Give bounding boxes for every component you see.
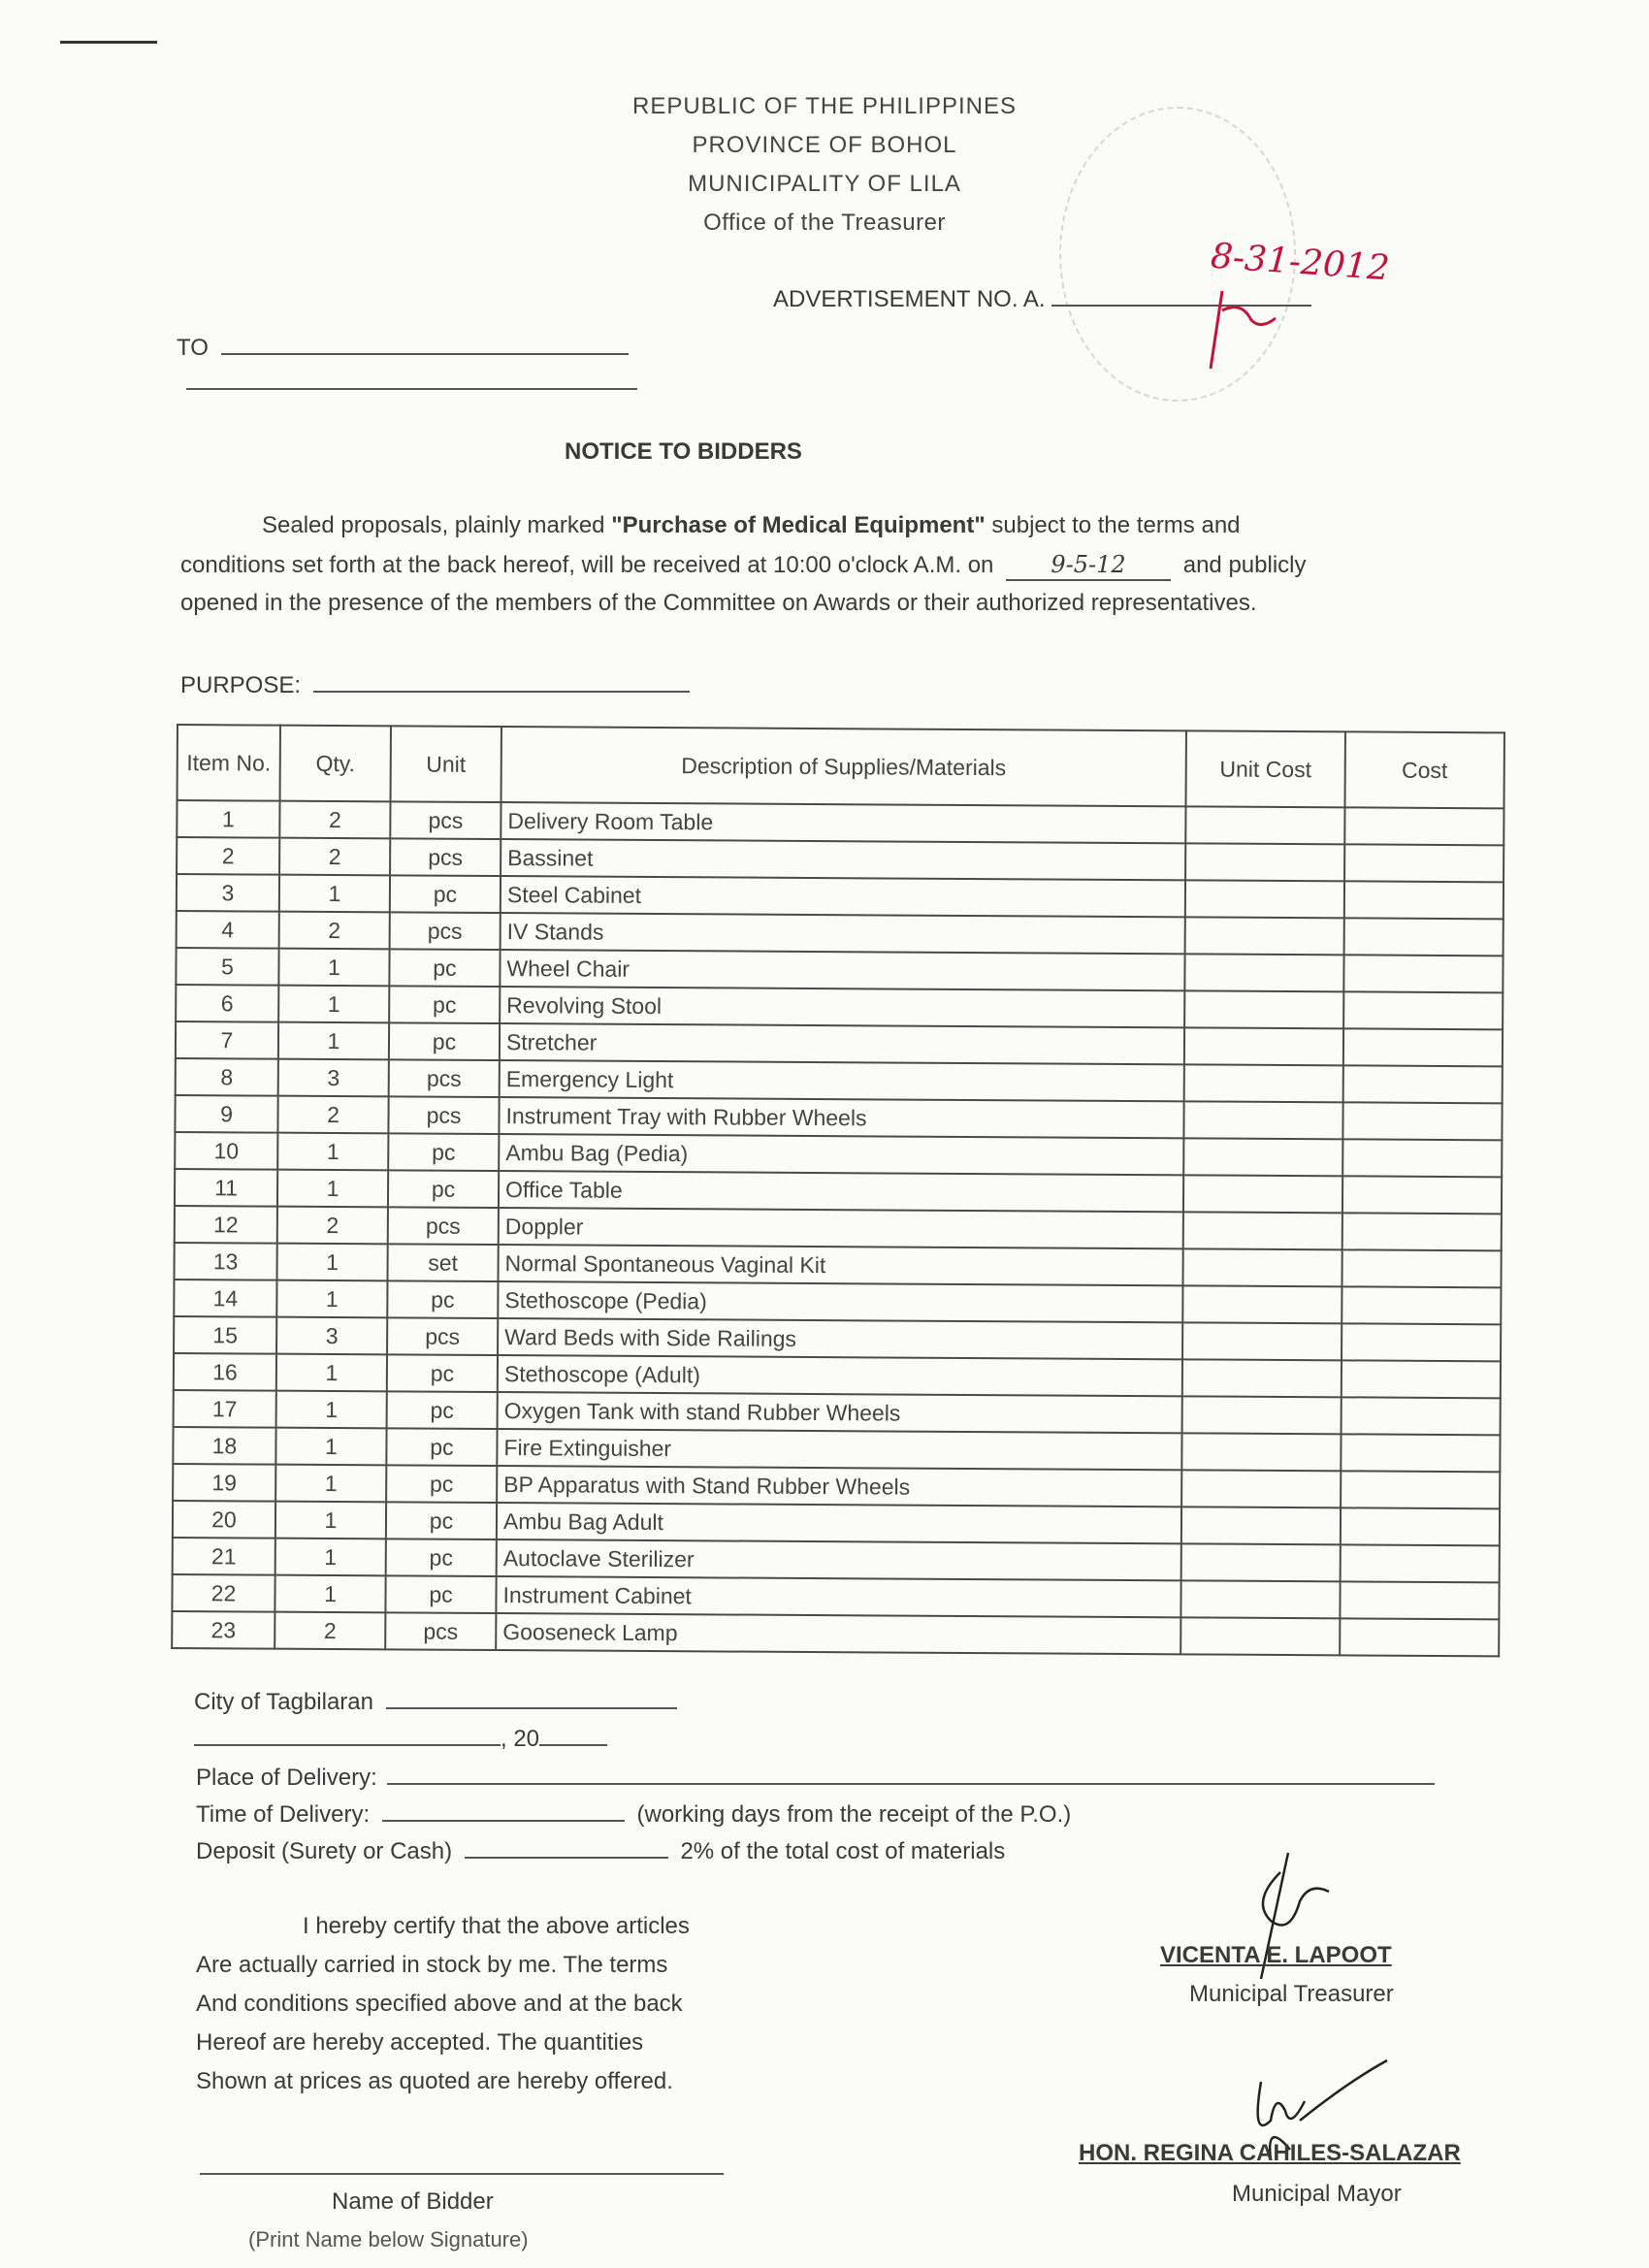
purpose-field (180, 671, 690, 699)
unit-cost-cell (1185, 843, 1344, 881)
cost-cell (1342, 1176, 1502, 1214)
unit-cell: pc (385, 1575, 496, 1613)
qty-cell: 1 (276, 1354, 387, 1392)
qty-cell: 1 (278, 1022, 389, 1060)
item-no-cell: 15 (174, 1316, 276, 1354)
item-no-cell: 1 (177, 800, 279, 838)
item-no-cell: 2 (177, 837, 279, 875)
description-cell: Ward Beds with Side Railings (498, 1318, 1182, 1359)
cost-cell (1343, 955, 1503, 992)
unit-cost-cell (1182, 1396, 1342, 1434)
header-republic: REPUBLIC OF THE PHILIPPINES (632, 93, 1017, 119)
cost-cell (1342, 1213, 1502, 1250)
description-cell: Office Table (499, 1171, 1183, 1212)
description-cell: Ambu Bag Adult (497, 1503, 1181, 1543)
to-field (177, 334, 629, 362)
cost-cell (1341, 1471, 1500, 1508)
description-cell: Stethoscope (Adult) (498, 1355, 1182, 1396)
certify-line-1: I hereby certify that the above articles (303, 1913, 690, 1939)
cost-cell (1343, 1065, 1503, 1103)
unit-cost-cell (1185, 917, 1344, 955)
description-cell: Normal Spontaneous Vaginal Kit (498, 1245, 1182, 1285)
item-no-cell: 4 (177, 911, 279, 949)
qty-cell: 1 (277, 1170, 388, 1208)
date-blank (194, 1725, 501, 1746)
unit-cost-cell (1184, 954, 1343, 991)
deposit-blank (465, 1837, 668, 1859)
cost-cell (1341, 1544, 1500, 1582)
header-office: Office of the Treasurer (703, 210, 946, 236)
unit-cost-cell (1182, 1322, 1342, 1360)
intro-text-1: Sealed proposals, plainly marked (262, 512, 612, 538)
document-title: NOTICE TO BIDDERS (565, 438, 802, 465)
certify-line-4: Hereof are hereby accepted. The quantities (196, 2029, 644, 2056)
unit-cell: pcs (385, 1612, 496, 1650)
header-municipality: MUNICIPALITY OF LILA (688, 171, 961, 197)
city-label: City of Tagbilaran (194, 1689, 373, 1715)
item-no-cell: 11 (175, 1169, 277, 1207)
time-label: Time of Delivery: (196, 1801, 371, 1828)
date-field (194, 1725, 607, 1753)
qty-cell: 3 (276, 1317, 387, 1355)
qty-cell: 2 (279, 801, 390, 839)
cost-cell (1342, 1139, 1502, 1177)
unit-cell: pc (387, 1354, 498, 1392)
description-cell: IV Stands (501, 913, 1185, 954)
unit-cell: pcs (390, 838, 501, 876)
unit-cell: pc (389, 986, 500, 1023)
header-qty: Qty. (280, 726, 391, 802)
qty-cell: 1 (278, 986, 389, 1023)
year-blank (539, 1725, 607, 1746)
description-cell: Oxygen Tank with stand Rubber Wheels (498, 1392, 1182, 1433)
cost-cell (1344, 881, 1504, 919)
item-no-cell: 3 (177, 874, 279, 912)
qty-cell: 1 (276, 1391, 387, 1429)
header-unit-cost: Unit Cost (1185, 730, 1344, 807)
unit-cost-cell (1185, 880, 1344, 918)
items-body (172, 800, 1504, 1656)
bidder-name-label: Name of Bidder (332, 2188, 494, 2215)
red-initial-mark (1193, 272, 1280, 378)
item-no-cell: 9 (175, 1095, 277, 1133)
header-unit: Unit (391, 726, 501, 802)
item-no-cell: 23 (172, 1611, 275, 1649)
header-cost: Cost (1344, 731, 1504, 808)
unit-cell: pc (388, 1133, 499, 1171)
item-no-cell: 20 (173, 1501, 275, 1539)
unit-cost-cell (1183, 1212, 1342, 1249)
unit-cell: pcs (388, 1096, 499, 1134)
year-prefix: , 20 (501, 1726, 540, 1752)
unit-cost-cell (1183, 1101, 1342, 1139)
item-no-cell: 13 (174, 1243, 276, 1280)
unit-cost-cell (1181, 1433, 1341, 1471)
header-item-no: Item No. (178, 725, 280, 801)
cost-cell (1342, 1397, 1501, 1435)
purpose-label: PURPOSE: (180, 672, 302, 698)
items-table (171, 724, 1505, 1657)
to-label: TO (177, 335, 209, 361)
to-blank-2 (186, 369, 637, 390)
qty-cell: 1 (275, 1539, 386, 1576)
unit-cost-cell (1184, 1064, 1343, 1102)
treasurer-title: Municipal Treasurer (1189, 1981, 1394, 2007)
unit-cost-cell (1185, 806, 1344, 844)
intro-line-1 (262, 512, 1241, 539)
cost-cell (1341, 1507, 1500, 1545)
qty-cell: 1 (279, 875, 390, 913)
item-no-cell: 10 (175, 1132, 277, 1170)
cost-cell (1344, 807, 1504, 845)
description-cell: BP Apparatus with Stand Rubber Wheels (497, 1466, 1181, 1507)
table-row (172, 1611, 1499, 1656)
unit-cost-cell (1180, 1617, 1340, 1655)
item-no-cell: 17 (174, 1390, 276, 1428)
description-cell: Revolving Stool (500, 987, 1184, 1027)
treasurer-name: VICENTA E. LAPOOT (1160, 1942, 1392, 1968)
qty-cell: 2 (277, 1096, 388, 1134)
certify-line-3: And conditions specified above and at the back (196, 1991, 683, 2017)
to-blank-1 (221, 334, 629, 355)
mayor-name: HON. REGINA CAHILES-SALAZAR (1079, 2140, 1461, 2166)
cost-cell (1340, 1618, 1499, 1656)
description-cell: Doppler (499, 1208, 1183, 1248)
mayor-title: Municipal Mayor (1232, 2181, 1402, 2207)
unit-cell: pcs (388, 1207, 499, 1245)
cost-cell (1342, 1360, 1501, 1398)
qty-cell: 1 (278, 949, 389, 987)
deposit-note: 2% of the total cost of materials (680, 1838, 1006, 1864)
cost-cell (1342, 1102, 1502, 1140)
unit-cost-cell (1182, 1248, 1342, 1286)
item-no-cell: 6 (176, 985, 278, 1022)
description-cell: Steel Cabinet (501, 876, 1185, 917)
intro-text-3: conditions set forth at the back hereof, will be received at 10:00 o'clock A.M. on (180, 552, 994, 578)
description-cell: Instrument Cabinet (496, 1576, 1180, 1617)
item-no-cell: 14 (174, 1280, 276, 1317)
intro-line-2 (180, 551, 1306, 581)
time-note: (working days from the receipt of the P.O.) (636, 1801, 1072, 1828)
top-mark (60, 41, 157, 44)
advertisement-text: ADVERTISEMENT NO. A. (773, 286, 1046, 312)
qty-cell: 2 (277, 1207, 388, 1245)
cost-cell (1340, 1581, 1499, 1619)
cost-cell (1342, 1249, 1501, 1287)
cost-cell (1342, 1323, 1501, 1361)
unit-cost-cell (1182, 1359, 1342, 1397)
qty-cell: 1 (275, 1428, 386, 1466)
unit-cell: pcs (387, 1317, 498, 1355)
city-blank (386, 1688, 677, 1709)
description-cell: Gooseneck Lamp (496, 1613, 1180, 1654)
certify-line-5: Shown at prices as quoted are hereby offered. (196, 2068, 673, 2094)
unit-cell: pc (386, 1539, 497, 1576)
cost-cell (1343, 991, 1503, 1029)
unit-cell: pc (387, 1280, 498, 1318)
bidder-signature-line (200, 2173, 724, 2175)
description-cell: Autoclave Sterilizer (497, 1539, 1181, 1580)
deposit-field (196, 1837, 1005, 1865)
unit-cost-cell (1182, 1285, 1342, 1323)
cost-cell (1344, 844, 1504, 882)
qty-cell: 1 (275, 1502, 386, 1539)
cost-cell (1344, 918, 1504, 956)
time-blank (382, 1800, 625, 1822)
unit-cost-cell (1181, 1470, 1341, 1507)
unit-cost-cell (1180, 1580, 1340, 1618)
item-no-cell: 22 (172, 1574, 275, 1612)
item-no-cell: 16 (174, 1353, 276, 1391)
intro-date: 9-5-12 (1051, 551, 1126, 578)
header-province: PROVINCE OF BOHOL (692, 132, 957, 158)
qty-cell: 2 (275, 1612, 385, 1650)
intro-text-2: subject to the terms and (985, 512, 1241, 538)
item-no-cell: 12 (175, 1206, 277, 1244)
unit-cost-cell (1184, 990, 1343, 1028)
description-cell: Emergency Light (500, 1060, 1184, 1101)
unit-cost-cell (1183, 1175, 1342, 1213)
unit-cell: pc (388, 1170, 499, 1208)
description-cell: Ambu Bag (Pedia) (499, 1134, 1183, 1175)
unit-cell: set (387, 1244, 498, 1281)
description-cell: Fire Extinguisher (497, 1429, 1181, 1470)
item-no-cell: 21 (173, 1538, 275, 1575)
time-field (196, 1800, 1071, 1829)
place-blank (387, 1764, 1435, 1785)
cost-cell (1343, 1028, 1503, 1066)
purpose-blank (313, 671, 690, 693)
qty-cell: 1 (276, 1280, 387, 1318)
description-cell: Wheel Chair (500, 950, 1184, 990)
intro-bold-title: "Purchase of Medical Equipment" (611, 512, 986, 538)
qty-cell: 1 (277, 1133, 388, 1171)
unit-cell: pc (386, 1465, 497, 1503)
intro-date-blank (1006, 551, 1171, 581)
intro-text-4: and publicly (1182, 552, 1307, 578)
place-label: Place of Delivery: (196, 1765, 377, 1791)
unit-cell: pcs (390, 912, 501, 950)
unit-cell: pc (389, 1022, 500, 1060)
description-cell: Stethoscope (Pedia) (498, 1281, 1182, 1322)
unit-cost-cell (1183, 1138, 1342, 1176)
unit-cell: pcs (390, 801, 501, 839)
place-field (196, 1764, 1435, 1792)
item-no-cell: 18 (173, 1427, 275, 1465)
intro-line-3: opened in the presence of the members of the Committee on Awards or their authorized representatives. (180, 590, 1257, 616)
header-description: Description of Supplies/Materials (501, 727, 1186, 806)
item-no-cell: 19 (173, 1464, 275, 1502)
unit-cell: pc (390, 875, 501, 913)
cost-cell (1341, 1434, 1500, 1472)
deposit-label: Deposit (Surety or Cash) (196, 1838, 453, 1864)
qty-cell: 1 (275, 1465, 386, 1503)
unit-cell: pc (386, 1502, 497, 1539)
unit-cost-cell (1184, 1027, 1343, 1065)
qty-cell: 2 (279, 838, 390, 876)
qty-cell: 1 (276, 1244, 387, 1281)
description-cell: Bassinet (501, 839, 1185, 880)
description-cell: Delivery Room Table (501, 802, 1185, 843)
description-cell: Instrument Tray with Rubber Wheels (499, 1097, 1183, 1138)
unit-cell: pcs (389, 1059, 500, 1097)
qty-cell: 1 (275, 1575, 385, 1613)
item-no-cell: 8 (176, 1058, 278, 1096)
item-no-cell: 5 (176, 948, 278, 986)
unit-cell: pc (386, 1428, 497, 1466)
description-cell: Stretcher (500, 1023, 1184, 1064)
qty-cell: 2 (279, 912, 390, 950)
bidder-note: (Print Name below Signature) (248, 2227, 529, 2252)
handwritten-date: 8-31-2012 (1209, 236, 1391, 289)
certify-line-2: Are actually carried in stock by me. The terms (196, 1952, 668, 1978)
item-no-cell: 7 (176, 1021, 278, 1059)
city-field (194, 1688, 677, 1716)
unit-cell: pc (389, 949, 500, 987)
table-header-row (178, 725, 1504, 808)
unit-cost-cell (1181, 1543, 1341, 1581)
unit-cell: pc (387, 1391, 498, 1429)
qty-cell: 3 (278, 1059, 389, 1097)
cost-cell (1342, 1286, 1501, 1324)
unit-cost-cell (1181, 1507, 1341, 1544)
